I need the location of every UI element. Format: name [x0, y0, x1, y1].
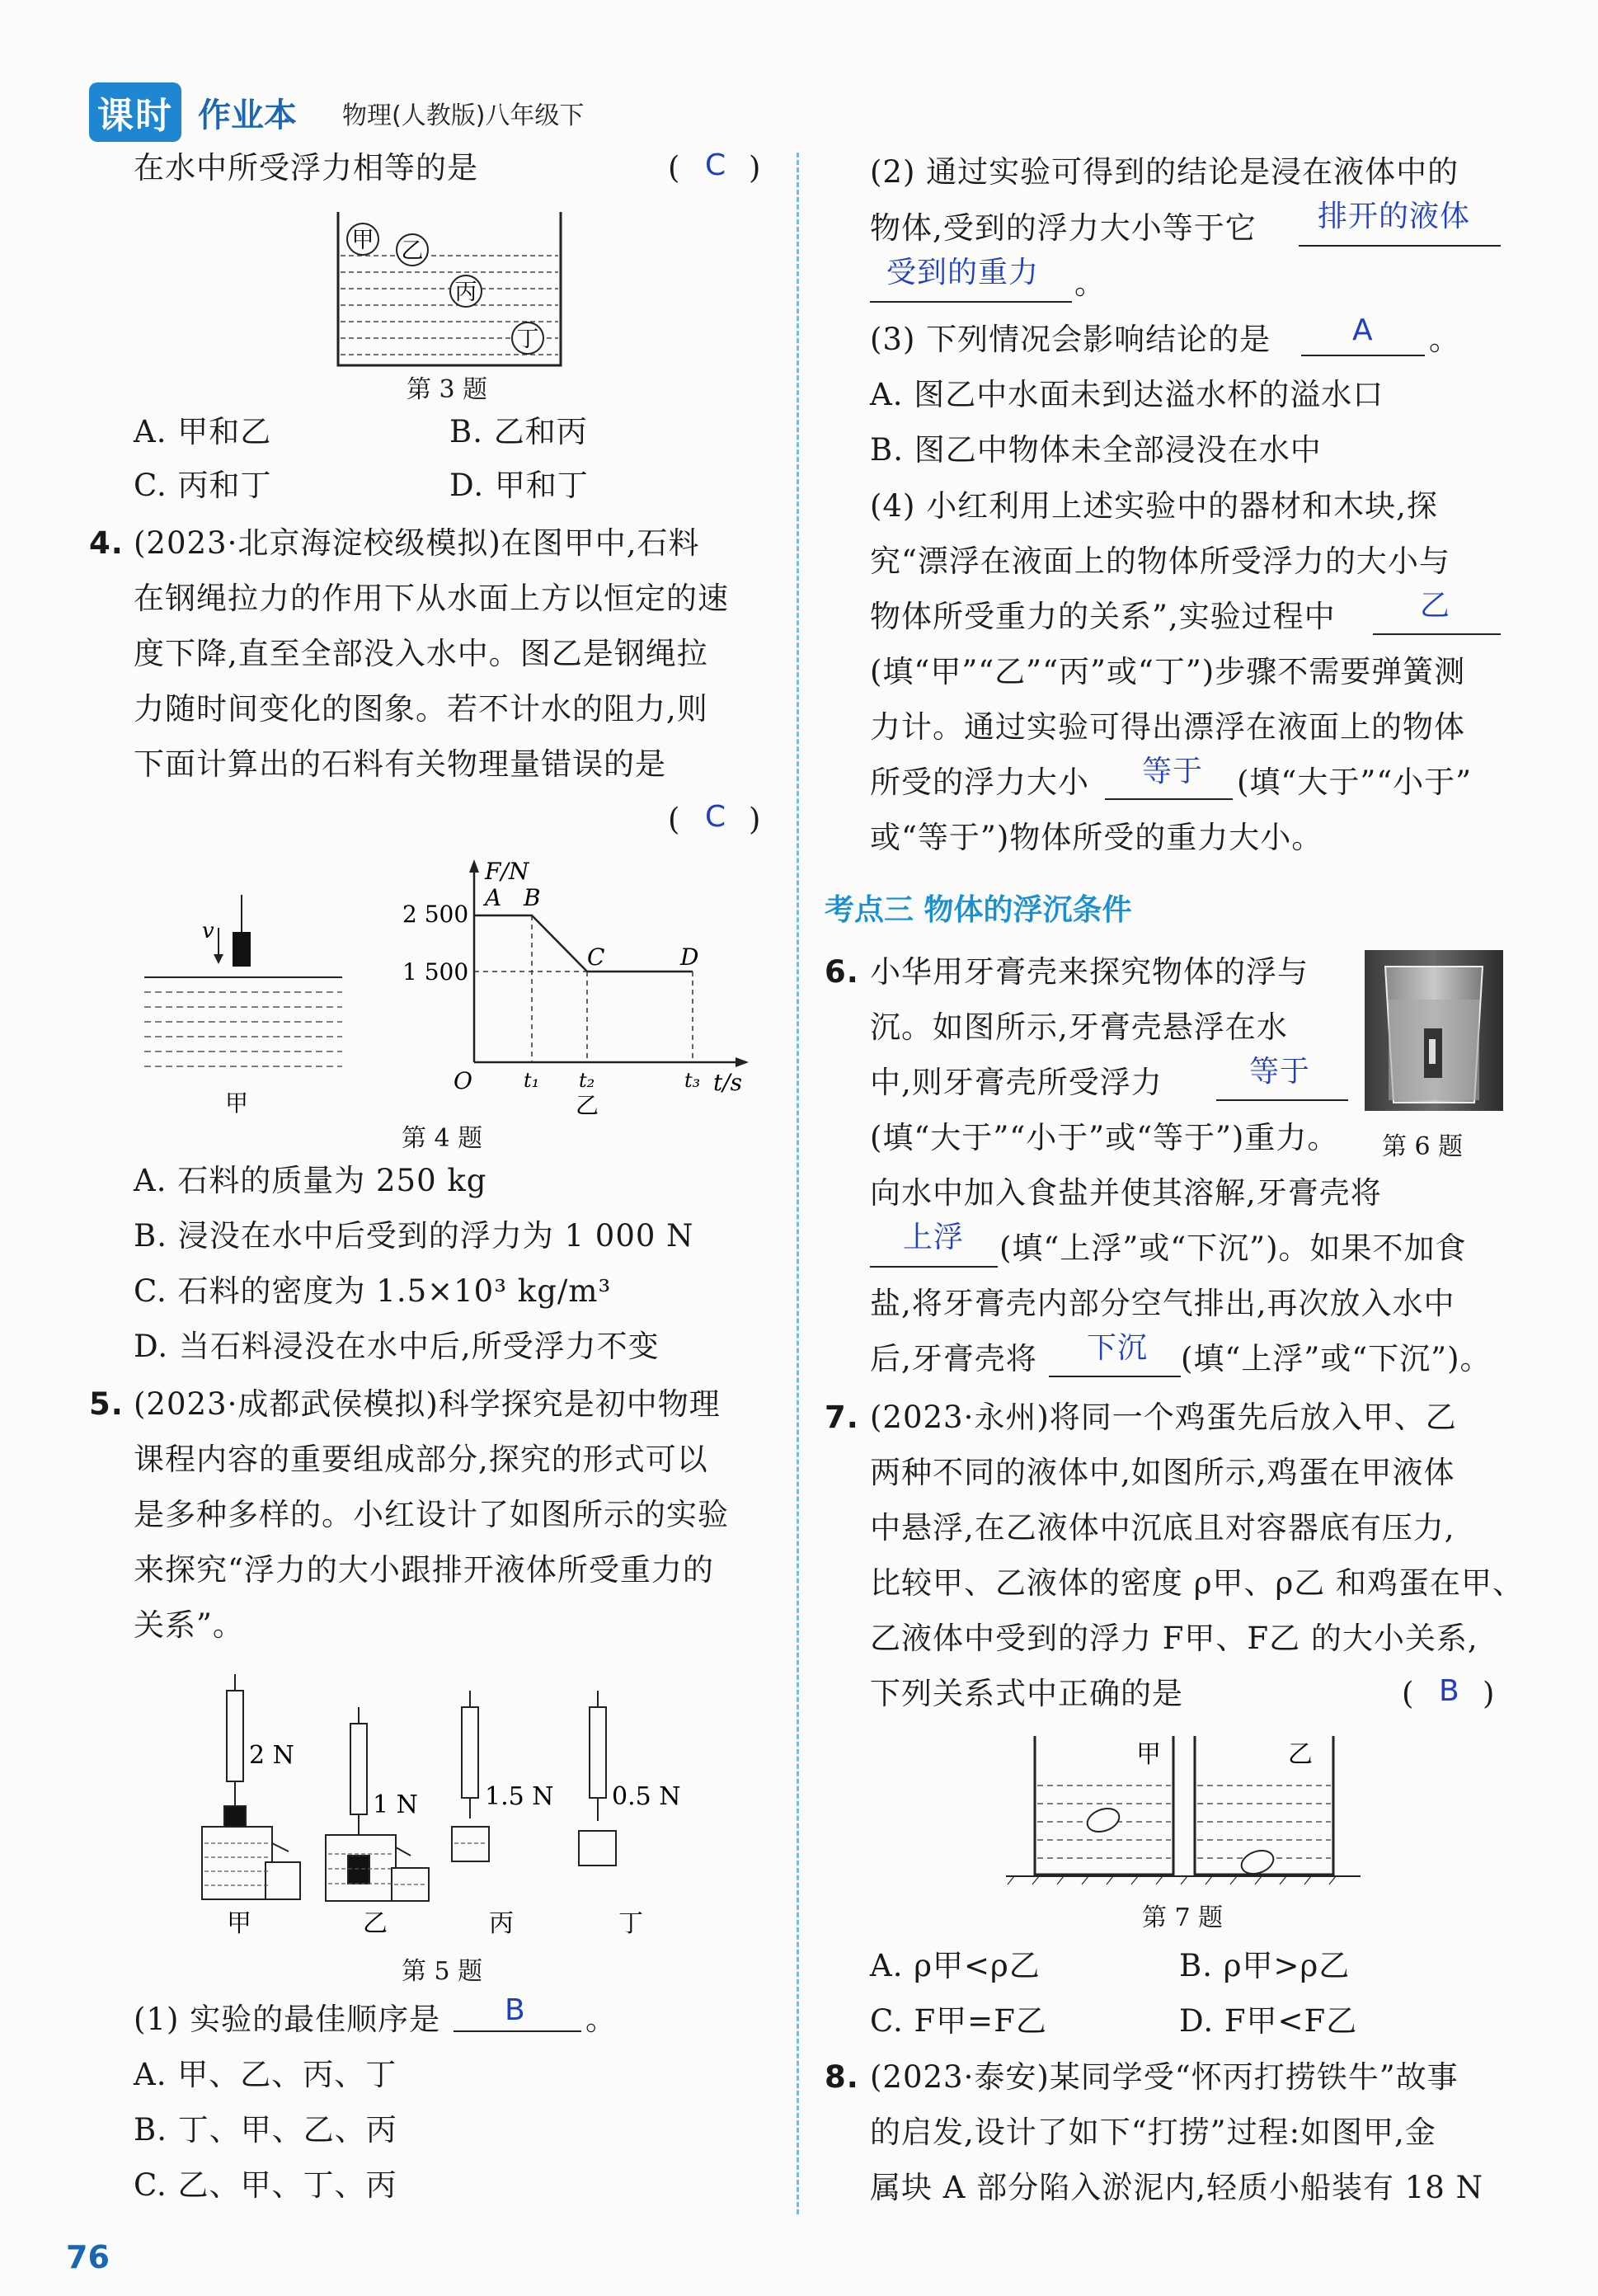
q5-sub4-line-3: 物体所受重力的关系”,实验过程中 — [870, 599, 1336, 634]
q5-sub1-option-c: C. 乙、甲、丁、丙 — [134, 2167, 397, 2203]
section-heading: 考点三 物体的浮沉条件 — [825, 893, 1132, 927]
q4-paren-open: ( — [668, 802, 681, 837]
q7-caption: 第 7 题 — [1142, 1903, 1224, 1932]
q4-guide-lines — [474, 915, 693, 1062]
q7-option-a: A. ρ甲<ρ乙 — [870, 1948, 1041, 1983]
q5-sub4-line-7: 或“等于”)物体所受的重力大小。 — [870, 820, 1323, 855]
q4-line-1: (2023·北京海淀校级模拟)在图甲中,石料 — [134, 525, 700, 561]
q4-line-3: 度下降,直至全部没入水中。图乙是钢绳拉 — [134, 636, 708, 671]
q5-sub3-text: (3) 下列情况会影响结论的是 — [870, 322, 1271, 357]
q5-sub4-answer-1: 乙 — [1420, 589, 1451, 623]
q6-line-8b: (填“上浮”或“下沉”)。 — [1181, 1341, 1492, 1376]
q4-line-2: 在钢绳拉力的作用下从水面上方以恒定的速 — [134, 581, 729, 616]
q3-option-d: D. 甲和丁 — [449, 468, 589, 503]
q3-label-ding: 丁 — [516, 327, 539, 352]
q4-figure-jia — [144, 895, 350, 1117]
q5-reading-jia: 2 N — [249, 1741, 294, 1770]
q5-sub1-option-b: B. 丁、甲、乙、丙 — [134, 2112, 397, 2148]
q4-option-d: D. 当石料浸没在水中后,所受浮力不变 — [134, 1329, 660, 1364]
logo-badge: 课时 — [89, 82, 181, 142]
q5-sub4-blank-1 — [1373, 633, 1501, 635]
q4-point-a: A — [485, 884, 502, 911]
q5-block-yi — [348, 1856, 369, 1884]
q5-line-1: (2023·成都武侯模拟)科学探究是初中物理 — [134, 1386, 721, 1422]
q4-line-4: 力随时间变化的图象。若不计水的阻力,则 — [134, 691, 708, 727]
q5-sub4-line-5: 力计。通过实验可得出漂浮在液面上的物体 — [870, 709, 1465, 745]
q4-v-label: v — [202, 919, 214, 943]
subject-title: 物理(人教版)八年级下 — [342, 101, 585, 130]
q5-sub1-option-a: A. 甲、乙、丙、丁 — [134, 2057, 397, 2092]
q4-point-b: B — [524, 884, 541, 911]
q6-line-6: (填“上浮”或“下沉”)。如果不加食 — [999, 1230, 1467, 1266]
q4-y-axis-label: F/N — [485, 858, 529, 885]
q5-sub1-end: 。 — [585, 2002, 617, 2037]
q5-sub3-option-a: A. 图乙中水面未到达溢水杯的溢水口 — [870, 377, 1384, 412]
q5-label-bing: 丙 — [489, 1909, 514, 1938]
q4-t2: t₂ — [579, 1069, 595, 1092]
q7-option-c: C. F甲=F乙 — [870, 2003, 1047, 2039]
q5-line-2: 课程内容的重要组成部分,探究的形式可以 — [134, 1442, 708, 1477]
q7-line-2: 两种不同的液体中,如图所示,鸡蛋在甲液体 — [870, 1455, 1455, 1490]
q4-answer: C — [705, 800, 727, 834]
q5-scale-jia — [227, 1691, 243, 1781]
q8-line-3: 属块 A 部分陷入淤泥内,轻质小船装有 18 N — [870, 2170, 1483, 2205]
q5-label-yi: 乙 — [363, 1909, 388, 1938]
q5-line-5: 关系”。 — [134, 1607, 244, 1643]
q4-y-tick-1500: 1 500 — [402, 958, 469, 986]
q4-point-c: C — [587, 943, 605, 971]
q5-sub4-line-2: 究“漂浮在液面上的物体所受浮力的大小与 — [870, 543, 1450, 579]
q3-stem: 在水中所受浮力相等的是 — [134, 150, 478, 186]
q6-line-7: 盐,将牙膏壳内部分空气排出,再次放入水中 — [870, 1286, 1455, 1321]
q6-answer-2: 上浮 — [903, 1221, 965, 1254]
q6-line-5: 向水中加入食盐并使其溶解,牙膏壳将 — [870, 1175, 1382, 1211]
q5-line-4: 来探究“浮力的大小跟排开液体所受重力的 — [134, 1552, 714, 1588]
q7-line-3: 中悬浮,在乙液体中沉底且对容器底有压力, — [870, 1510, 1455, 1546]
q5-sub2-blank-b — [870, 301, 1072, 303]
q5-sub2-line-1: (2) 通过实验可得到的结论是浸在液体中的 — [870, 154, 1459, 190]
q3-paren-open: ( — [668, 150, 681, 186]
q6-blank-1 — [1216, 1099, 1348, 1101]
q5-sub1-text: (1) 实验的最佳顺序是 — [134, 2002, 441, 2037]
q4-line-5: 下面计算出的石料有关物理量错误的是 — [134, 746, 666, 782]
q8-line-1: (2023·泰安)某同学受“怀丙打捞铁牛”故事 — [870, 2059, 1459, 2095]
q7-label-yi: 乙 — [1288, 1740, 1313, 1769]
q7-ground-hatch — [1008, 1876, 1336, 1884]
q6-blank-3 — [1049, 1376, 1181, 1377]
q3-answer: C — [705, 148, 727, 182]
logo — [89, 82, 181, 142]
q4-t1: t₁ — [524, 1069, 540, 1092]
q7-line-4: 比较甲、乙液体的密度 ρ甲、ρ乙 和鸡蛋在甲、 — [870, 1565, 1525, 1601]
q4-water-lines — [144, 992, 342, 1066]
q3-option-a: A. 甲和乙 — [134, 414, 272, 449]
q3-label-bing: 丙 — [454, 280, 477, 305]
q5-reading-bing: 1.5 N — [485, 1782, 554, 1811]
q7-number: 7. — [825, 1400, 859, 1435]
q5-sub2-line-2: 物体,受到的浮力大小等于它 — [870, 210, 1257, 246]
q3-option-c: C. 丙和丁 — [134, 468, 272, 503]
q6-toothpaste-label — [1429, 1039, 1436, 1064]
q3-label-jia: 甲 — [351, 228, 374, 253]
q7-line-5: 乙液体中受到的浮力 F甲、F乙 的大小关系, — [870, 1621, 1478, 1656]
q5-reading-yi: 1 N — [373, 1790, 418, 1819]
q5-sub2-end: 。 — [1074, 266, 1106, 301]
q3-paren-close: ) — [749, 150, 762, 186]
q6-photo — [1365, 950, 1503, 1111]
q6-number: 6. — [825, 954, 859, 990]
q5-sub3-end: 。 — [1429, 322, 1460, 357]
q4-number: 4. — [89, 525, 124, 561]
q7-egg-yi — [1238, 1847, 1276, 1878]
q7-line-1: (2023·永州)将同一个鸡蛋先后放入甲、乙 — [870, 1400, 1457, 1435]
q7-liquid-lines — [1037, 1786, 1331, 1858]
q4-label-jia: 甲 — [224, 1089, 249, 1117]
q5-sub4-line-6a: 所受的浮力大小 — [870, 765, 1089, 800]
q4-option-c: C. 石料的密度为 1.5×10³ kg/m³ — [134, 1273, 612, 1309]
q4-force-line — [474, 915, 693, 972]
q4-point-d: D — [680, 943, 699, 971]
q5-sub4-line-6b: (填“大于”“小于” — [1237, 765, 1473, 800]
q5-figure — [198, 1674, 726, 1946]
q6-line-4: (填“大于”“小于”或“等于”)重力。 — [870, 1120, 1339, 1155]
q7-line-6: 下列关系式中正确的是 — [870, 1676, 1183, 1711]
q5-sub4-blank-2 — [1105, 798, 1233, 800]
q5-sub4-answer-2: 等于 — [1142, 755, 1204, 788]
q7-label-jia: 甲 — [1136, 1740, 1161, 1769]
q5-label-jia: 甲 — [227, 1909, 251, 1938]
q7-option-b: B. ρ甲>ρ乙 — [1179, 1948, 1351, 1983]
q5-sub1-blank — [454, 2030, 581, 2032]
q3-caption: 第 3 题 — [407, 375, 488, 404]
q6-answer-3: 下沉 — [1087, 1331, 1149, 1365]
q5-sub2-answer-b: 受到的重力 — [886, 256, 1040, 289]
q5-scale-ding — [590, 1707, 606, 1798]
q5-sub1-answer: B — [505, 1993, 526, 2027]
q4-t3: t₃ — [684, 1069, 701, 1092]
q5-caption: 第 5 题 — [402, 1957, 483, 1986]
q4-x-axis-label: t/s — [713, 1069, 743, 1096]
q5-line-3: 是多种多样的。小红设计了如图所示的实验 — [134, 1497, 729, 1532]
q4-label-yi: 乙 — [575, 1092, 599, 1119]
q6-line-2: 沉。如图所示,牙膏壳悬浮在水 — [870, 1009, 1288, 1045]
q7-paren-open: ( — [1402, 1676, 1415, 1711]
page-number: 76 — [66, 2239, 110, 2275]
q4-origin-label: O — [454, 1067, 472, 1094]
q7-figure — [1006, 1728, 1361, 1893]
q3-label-yi: 乙 — [401, 238, 424, 264]
q5-sub2-blank-a — [1299, 245, 1501, 247]
q5-reading-ding: 0.5 N — [612, 1782, 681, 1811]
q5-catch-cup-jia — [266, 1862, 300, 1899]
q4-caption: 第 4 题 — [402, 1124, 483, 1153]
q4-x-arrow — [736, 1057, 749, 1067]
q7-answer: B — [1439, 1674, 1460, 1708]
q5-overflow-cup-jia — [202, 1827, 272, 1899]
q5-sub4-line-4: (填“甲”“乙”“丙”或“丁”)步骤不需要弹簧测 — [870, 654, 1466, 689]
q4-graph — [396, 858, 759, 1122]
q3-option-b: B. 乙和丙 — [449, 414, 588, 449]
q3-figure — [334, 210, 573, 371]
q6-answer-1: 等于 — [1249, 1055, 1311, 1089]
q5-cup-bing — [452, 1827, 489, 1861]
q4-option-a: A. 石料的质量为 250 kg — [134, 1163, 487, 1198]
q4-stone — [233, 932, 251, 967]
q5-sub2-answer-a: 排开的液体 — [1318, 200, 1471, 233]
q5-sub3-answer: A — [1352, 313, 1374, 347]
q6-line-1: 小华用牙膏壳来探究物体的浮与 — [870, 954, 1309, 990]
q5-number: 5. — [89, 1386, 124, 1422]
q8-number: 8. — [825, 2059, 859, 2095]
q6-line-3: 中,则牙膏壳所受浮力 — [870, 1065, 1163, 1100]
q4-velocity-arrowhead — [214, 954, 223, 964]
q4-y-tick-2500: 2 500 — [402, 901, 469, 928]
q7-egg-jia — [1084, 1804, 1122, 1836]
q5-sub4-line-1: (4) 小红利用上述实验中的器材和木块,探 — [870, 488, 1438, 524]
column-divider — [797, 153, 799, 2214]
series-title: 作业本 — [198, 96, 297, 134]
q5-scale-bing — [462, 1707, 478, 1798]
q7-paren-close: ) — [1483, 1676, 1496, 1711]
q4-paren-close: ) — [749, 802, 762, 837]
q5-cup-ding — [579, 1831, 616, 1866]
q5-label-ding: 丁 — [618, 1909, 643, 1938]
q5-sub3-blank — [1301, 355, 1425, 356]
q4-y-arrow — [469, 859, 479, 873]
q6-blank-2 — [870, 1266, 998, 1268]
q5-scale-yi — [350, 1724, 367, 1814]
q7-option-d: D. F甲<F乙 — [1179, 2003, 1358, 2039]
q8-line-2: 的启发,设计了如下“打捞”过程:如图甲,金 — [870, 2115, 1436, 2150]
q4-option-b: B. 浸没在水中后受到的浮力为 1 000 N — [134, 1218, 694, 1254]
q6-caption: 第 6 题 — [1382, 1132, 1464, 1161]
q6-line-8a: 后,牙膏壳将 — [870, 1341, 1037, 1376]
q5-sub3-option-b: B. 图乙中物体未全部浸没在水中 — [870, 432, 1322, 468]
